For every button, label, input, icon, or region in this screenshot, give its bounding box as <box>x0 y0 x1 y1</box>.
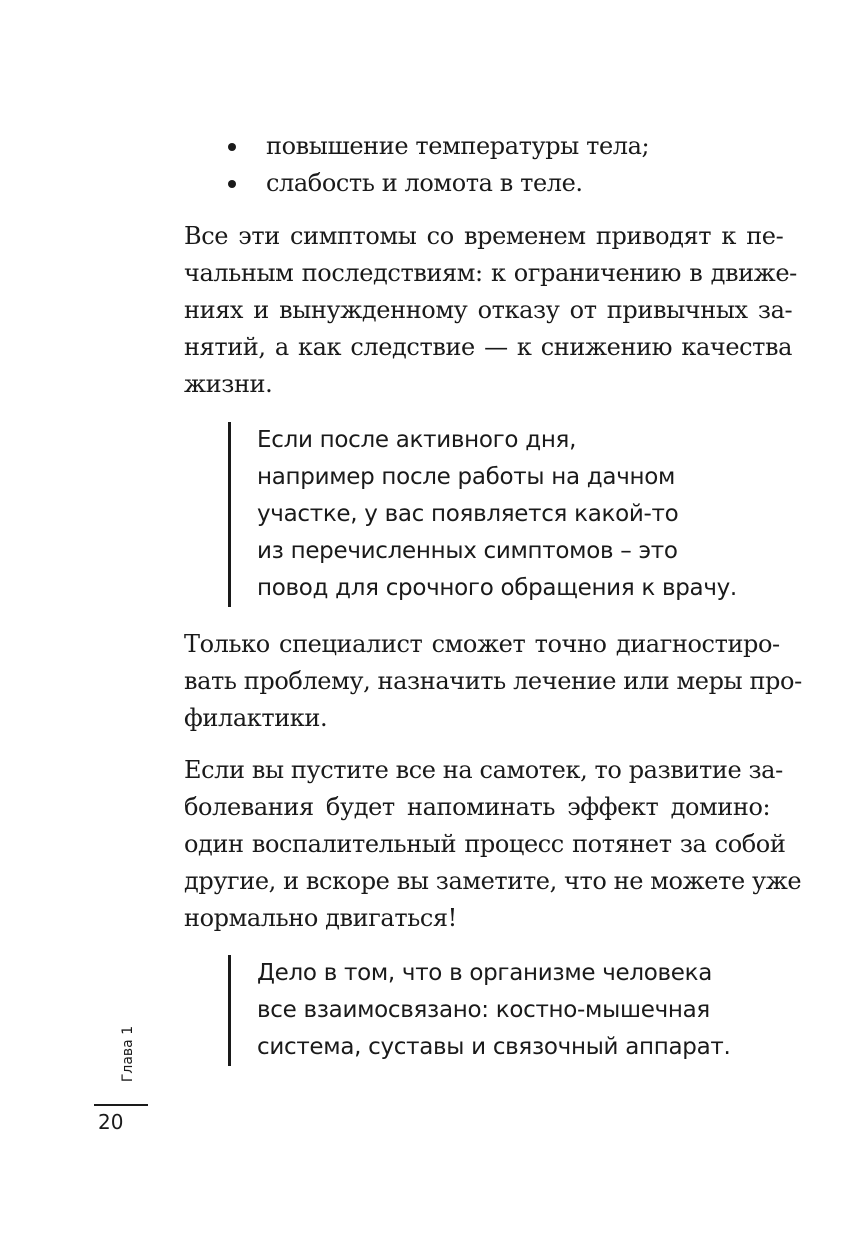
quote-line: Дело в том, что в организме человека <box>257 960 713 986</box>
paragraph-specialist <box>184 626 802 737</box>
bullet-text: повышение температуры тела; <box>266 132 650 160</box>
quote-line: Если после активного дня, <box>257 427 577 453</box>
paragraph-domino-effect <box>184 752 802 937</box>
list-item <box>184 165 738 202</box>
text-line: другие, и вскоре вы заметите, что не можете уже <box>184 867 802 895</box>
bullet-text: слабость и ломота в теле. <box>266 169 583 197</box>
paragraph-symptoms-consequences <box>184 218 797 403</box>
quote-line: повод для срочного обращения к врачу. <box>257 575 737 601</box>
quote-line: все взаимосвязано: костно-мышечная <box>257 997 710 1023</box>
chapter-label-text: Глава 1 <box>120 1025 137 1083</box>
list-item <box>184 128 738 165</box>
text-line: нятий, а как следствие — к снижению качества <box>184 333 793 361</box>
footer-divider <box>94 1104 148 1106</box>
chapter-label <box>108 1025 148 1083</box>
text-line: болевания будет напоминать эффект домино: <box>184 793 771 821</box>
text-line: ниях и вынужденному отказу от привычных за- <box>184 296 793 324</box>
quote-line: система, суставы и связочный аппарат. <box>257 1034 731 1060</box>
text-line: Все эти симптомы со временем приводят к пе- <box>184 222 784 250</box>
quote-line: участке, у вас появляется какой-то <box>257 501 679 527</box>
text-line: нормально двигаться! <box>184 904 457 932</box>
bullet-list <box>184 128 738 202</box>
quote-line: например после работы на дачном <box>257 464 676 490</box>
bullet-icon <box>228 143 236 151</box>
text-line: вать проблему, назначить лечение или меры про- <box>184 667 802 695</box>
text-line: Только специалист сможет точно диагностиро- <box>184 630 780 658</box>
text-line: филактики. <box>184 704 328 732</box>
text-line: Если вы пустите все на самотек, то развитие за- <box>184 756 783 784</box>
callout-quote-doctor <box>228 422 777 607</box>
text-line: жизни. <box>184 370 273 398</box>
page-number: 20 <box>98 1110 124 1134</box>
callout-quote-interconnection <box>228 955 777 1066</box>
text-line: один воспалительный процесс потянет за собой <box>184 830 786 858</box>
text-line: чальным последствиям: к ограничению в движе- <box>184 259 797 287</box>
bullet-icon <box>228 180 236 188</box>
quote-line: из перечисленных симптомов – это <box>257 538 678 564</box>
